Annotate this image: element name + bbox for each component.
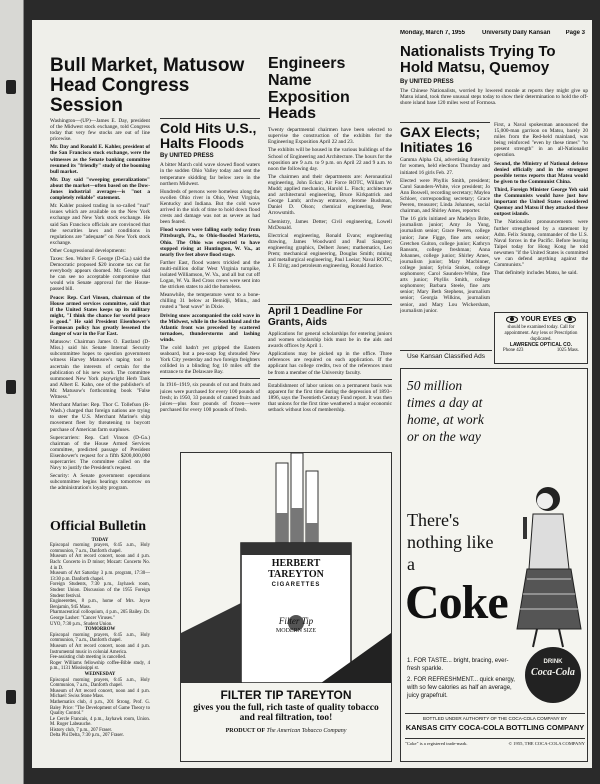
bull-p6: Peace: Rep. Carl Vinson, chairman of the House armed services committee, said that if the United States keeps up its military might, "I think the chance for world peace is good." He said President Eisenhower's Formosan policy has greatly lessened the danger of war in the Far East. <box>50 294 150 338</box>
gax-headline: GAX Elects; Initiates 16 <box>400 122 490 154</box>
bull-p3: Mr. Kahler praised trading in so-called "rual" issues which are available on the New York exchange and New York stock exchange. He said San Francisco officials are convinced that the securities laws and conditions in regulations are "adequate" on New York stock exchange. <box>50 203 150 246</box>
bulletin-item: Le Cercle Francais, 4 p.m., Jayhawk room, Union. M. Roger Labeauche. <box>50 716 150 728</box>
bull-p10: Security: A Senate government operations subcommittee begins hearings tomorrow on the administration's loyalty program. <box>50 473 150 492</box>
coke-logo: Coke <box>405 576 508 629</box>
cold-p8: In 1916–1919, six pounds of cut and fruits and juices were purchased for every 100 pounds of fresh; in 1950, 33 pounds of canned fruits and juices—plus four pounds of frozen—were purchased for every 100 pounds of fresh. <box>160 382 260 413</box>
april-p1: Applications for general scholarships for entering juniors and women scholarship bids must be in the aids and awards offices by April 1. <box>268 331 392 350</box>
coke-copyright: © 1955, THE COCA-COLA COMPANY <box>508 740 585 746</box>
april-p2: Applications may be picked up in the office. Three references are required on each application. If the applicant has college credits, two of the references must be from a member of the University faculty. <box>268 351 392 376</box>
bull-article-col1 <box>50 118 150 518</box>
cold-p5: Meanwhile, the temperature went to a bone-chilling 31 below at Bemidji, Minn., and routed a "heat wave" in Dixie. <box>160 292 260 311</box>
gax-p2: Elected were Phyllis Smith, president; Carol Saunders-White, vice president; Jo Ann Boswell, recording secretary; Maylea Schloer, corresponding secretary; Grace Peeren, treasurer; Linda Johannes, social chairman, and Shirley Ames, reporter. <box>400 177 490 215</box>
cold-p7: The cold hadn't yet gripped the Eastern seaboard, but a pea-soup fog shrouded New York City yesterday and two foreign freighters collided in a blinding fog 10 miles off the entrance to the Delaware Bay. <box>160 345 260 376</box>
binding-hole <box>6 380 16 394</box>
nationalists-p1: The Chinese Nationalists, worried by lowered morale at reports they might give up Matsu island, took three unusual steps today to show their determination to hold the off-shore island base 120 miles west of Formosa. <box>400 87 588 106</box>
nationalists-p5: The Nationalist pronouncements were further strengthened by a statement by Adm. Felix Stump, commander of the U.S. Naval forces in the Pacific. Before leaving Taipei today for Hong Kong he told newsmen "if the United States is committed we can defend anything against the Communists." <box>494 219 588 269</box>
cold-article <box>160 118 260 508</box>
bulletin-today: TODAY <box>91 537 109 543</box>
nationalists-p6: That definitely includes Matsu, he said. <box>494 270 578 277</box>
bull-headline: Bull Market, Matusow Head Congress Session <box>50 56 245 116</box>
official-bulletin <box>50 520 150 760</box>
bull-p4: Other Congressional developments: <box>50 247 126 254</box>
lawrence-optical-ad <box>494 312 588 364</box>
bull-p7: Matusow: Chairman James O. Eastland (D-Miss.) said his Senate Internal Security subcommittee hopes to question government witness Harvey Matusow's taping tool to ascertain the interests of certain for the publication of his new work. The committee summoned New York playwright Herb Tank and Albert E. Kahn, one of the publisher's of Mr. Matusow's forthcoming book "False Witness." <box>50 339 150 401</box>
bull-headline-box <box>50 56 255 116</box>
engineers-p5: Electrical engineering, Ronald Evans; engineering drawing, James Woodward and Paul Sangster; engineering graphics, Delbert Jones; mathematics, Leo Prem; mechanical engineering, Douglas Smith; mining and metallurgical engineering, Paul Loeiar; Naval ROTC, J. F. Elrig; and petroleum engineering, Ronald Justice. <box>268 232 392 270</box>
coca-cola-script: Coca-Cola <box>531 667 575 678</box>
newspaper-page <box>32 20 592 768</box>
bulletin-item: Delta Phi Delta, 7:30 p.m., 207 Fraser. <box>50 733 124 739</box>
cold-p3: Flood waters were falling early today from Pittsburgh, Pa., to Ohio-flooded Marietta, Ohio. The Ohio was expected to have stopped rising at Huntington, W. Va., at nearly five feet above flood stage. <box>160 227 260 258</box>
bulletin-item: Roger Williams fellowship coffee-Bible study, 4 p.m., 1131 Mississippi st. <box>50 660 150 672</box>
binding-hole <box>6 80 16 94</box>
binding-hole <box>6 690 16 704</box>
tareyton-filter: Filter Tip <box>278 616 314 627</box>
coke-ad <box>400 368 588 762</box>
bulletin-item: Engineerettes, 8 p.m., home of Mrs. Joyce Benjamin, 945 Mass. <box>50 599 150 610</box>
bulletin-item: History club, 7 p.m., 207 Fraser. <box>50 727 113 733</box>
engineers-article <box>268 56 392 301</box>
cold-p6: Driving snow accompanied the cold wave in the Midwest, while in the Southland and the Atlantic front was preceded by scattered tornadoes, thunderstorms and lashing winds. <box>160 312 260 343</box>
bulletin-item: Mathematics club, 4 p.m., 201 Strong. Prof. G. Baley Price: "The Development of Game Theory to Quality Control." <box>50 699 150 717</box>
bulletin-item: Museum of Art record concert, noon and 4 p.m. Instrumental music in colonial America. <box>50 643 150 655</box>
april-headline: April 1 Deadline For Grants, Aids <box>268 304 392 328</box>
engineers-headline: Engineers Name Exposition Heads <box>268 56 350 123</box>
coke-bottled: BOTTLED UNDER AUTHORITY OF THE COCA-COLA COMPANY BY <box>422 716 568 721</box>
coke-slogan: There's nothing like a <box>407 510 494 574</box>
april-article <box>268 304 392 454</box>
cold-p2: Hundreds of persons were homeless along the swollen Ohio river in Ohio, West Virginia, Kentucky and Indiana. But the cold wave arrived in the nick of time to hold down flood crests and damage was not as severe as had been feared. <box>160 188 260 226</box>
optical-title: YOUR EYES <box>520 316 562 323</box>
coke-disc <box>525 647 581 703</box>
optical-address: 1025 Mass. <box>556 348 579 354</box>
april-p3: Establishment of labor unions on a permanent basis was apparent for the first time during the depression of 1893–1896, says the Twentieth Century Fund report. It was then that unions for the first time weathered a major economic setback without loss of membership. <box>268 382 392 414</box>
bull-p9: Supercarriers: Rep. Carl Vinson (D-Ga.) chairman of the House Armed Services committee, predicted passage of President Eisenhower's request for a fifth $200,000,000 supercarrier. The committee called on the Navy to justify the President's request. <box>50 434 150 472</box>
nationalists-p4: Third, Foreign Minister George Yeh said the Communists would have just how important the United States considered Quemoy and Matsu if they attacked these outpost islands. <box>494 186 588 218</box>
cold-byline: By UNITED PRESS <box>160 153 214 160</box>
bulletin-item: Pharmaceutical colloquium, 4 p.m., 205 Bailey. Dr. George Lasher: "Cancer Viruses." <box>50 610 150 621</box>
bull-lead: Washington—(UP)—James E. Day, president of the Midwest stock exchange, told Congress today that very few stocks are out of line pricewise. <box>50 118 150 143</box>
bulletin-item: Museum of Art record concert, noon and 4 p.m. Michael: Swiss Stone Mass. <box>50 688 150 700</box>
engineers-p3: The chairmen and their departments are: Aeronautical engineering, John Eckar; Air Force ROTC, William W. Mudd; applied mechanics, Harold L. Finch; architecture and architectural engineering, Bruce Kirkpatrick and George Lamb; archway entrance, Jerome Bushman, Daniel D. Olson; chemical engineering, Peter Arrowsmith. <box>268 173 392 217</box>
tareyton-modern: MODERN SIZE <box>275 628 317 635</box>
coke-benefit-1: 1. FOR TASTE... bright, bracing, ever-fresh sparkle. <box>407 658 509 672</box>
gax-p3: The 16 girls initiated are Madelyn Brite, journalism junior; Amy Jo Yung, journalism senior; Grace Peeren, college junior; Jane Figge, fine arts senior; Gretchen Guiton, college junior; Kathryn Ransom, college freshman; Anna Johannes, college junior; Shirley Ames, journalism junior; Mary Macbinner, college junior; Sylvia Stokes, college sophomore; Carol Saunders-White, fine arts junior; Phyllis Smith, college sophomore; Barbara Steele, fine arts senior; Mary Beth Stephens, journalism senior; Georgia Wilkins, journalism senior, and Mary Lou Wickersham, journalism junior. <box>400 216 490 314</box>
adjacent-page-edge <box>0 0 24 784</box>
optical-text: should be examined today. Call for appointment. Any lens or Prescription duplicated. <box>504 325 578 342</box>
header-date: Monday, March 7, 1955 <box>400 30 465 36</box>
bulletin-item: UYO, 7:30 p.m., Student Union. <box>50 621 113 627</box>
eye-icon <box>506 316 518 323</box>
bulletin-item: Museum of Art record concert, noon and 4 p.m. Bach: Concerto in D minor; Mozart: Concerto No. 4 in D. <box>50 554 150 571</box>
bull-p2: Mr. Day said "sweeping generalizations" about the market—often based on the Dow-Jones industrial averages—is "not a completely reliable" statement. <box>50 176 150 202</box>
header-paper: University Daily Kansan <box>482 30 551 36</box>
tareyton-brand: HERBERT TAREYTON <box>268 558 324 580</box>
coke-lead: 50 million times a day at home, at work or on the way <box>407 378 484 444</box>
tareyton-sub: CIGARETTES <box>271 582 321 588</box>
tareyton-tagline: FILTER TIP TAREYTON <box>220 688 352 702</box>
cold-headline: Cold Hits U.S., Halts Floods <box>160 118 260 150</box>
tareyton-maker: The American Tobacco Company <box>266 727 347 734</box>
bulletin-title: Official Bulletin <box>50 520 147 534</box>
page-header <box>400 30 585 40</box>
gax-p1: Gamma Alpha Chi, advertising fraternity for women, held elections Thursday and initiated 16 girls Feb. 27. <box>400 157 490 176</box>
header-page: Page 3 <box>565 30 585 36</box>
optical-name: LAWRENCE OPTICAL CO. <box>509 342 573 349</box>
nationalists-p3: Second, the Ministry of National defense denied officially and in the strongest possible terms reports that Matsu would be given to the Communist China. <box>494 160 588 185</box>
engineers-p1: Twenty departmental chairmen have been selected to supervise the construction of the exhibits for the Engineering Exposition April 22 and 23. <box>268 127 392 146</box>
coke-drink: DRINK <box>543 659 563 665</box>
bull-p8: Merchant Marine: Rep. Thor C. Tollefson (R-Wash.) charged that foreign nations are trying to steer the U.S. Merchant Marine's ship movement fleet by threatening to boycott purchase of American farm surpluses. <box>50 402 150 433</box>
bulletin-item: Episcopal morning prayers, 6:45 a.m., Holy communion, 7 a.m., Danforth chapel. <box>50 543 150 554</box>
tareyton-product-label: PRODUCT OF <box>225 727 266 734</box>
tareyton-ad <box>180 452 392 762</box>
cold-p1: A bitter March cold wave slowed flood waters in the sodden Ohio Valley today and sent the temperature skidding far below zero in the northern Midwest. <box>160 162 260 187</box>
bull-p1: Mr. Day and Ronald E. Kahler, president of the San Francisco stock exchange, were the witnesses as the Senate banking committee resumed its "friendly" study of the booming bull market. <box>50 144 150 175</box>
cold-p4: Farther East, flood waters trickled and the multi-million dollar West Virginia turnpike, isolated Williamson, W. Va., and all but cut off Logan, W. Va. Red Cross crews were sent into the stricken states to aid the homeless. <box>160 259 260 291</box>
coke-bottler: KANSAS CITY COCA-COLA BOTTLING COMPANY <box>405 723 585 732</box>
engineers-p4: Chemistry, James Detter; Civil engineering, Lowell McDonald. <box>268 218 392 231</box>
bulletin-tomorrow: TOMORROW <box>84 627 116 633</box>
nationalists-col2 <box>494 122 588 337</box>
classified-line: Use Kansan Classified Ads <box>400 350 492 360</box>
bulletin-item: Museum of Art Saturday 3 p.m. program, 17:30—13:30 p.m. Danforth chapel. <box>50 571 150 582</box>
coke-benefit-2: 2. FOR REFRESHMENT... quick energy, with so few calories as half an average, juicy grapefruit. <box>407 677 515 699</box>
classified-box <box>400 350 492 364</box>
bulletin-item: Foreign Students, 7:30 p.m., Jayhawk room, Student Union. Discussion of the 1955 Foreign Student festival. <box>50 582 150 599</box>
optical-phone: Phone 423 <box>503 348 524 354</box>
tareyton-copy: gives you the full, rich taste of quality tobacco and real filtration, too! <box>193 702 379 723</box>
nationalists-byline: By UNITED PRESS <box>400 78 454 85</box>
gax-article <box>400 122 490 350</box>
nationalists-p2: First, a Naval spokesman announced the 15,000-man garrison on Matsu, barely 20 miles from the Red-held mainland, was being reinforced "even by these times" "to present strength" in an all-Nationalist operation. <box>494 122 588 159</box>
bull-p5: Taxes: Sen. Walter F. George (D-Ga.) said the Democratic proposed $20 income tax cut for everybody appears doomed. Mr. George said he can see no acceptable compromise that would win Senate approval for the House-passed bill. <box>50 255 150 293</box>
bulletin-item: Episcopal morning prayers, 6:45 a.m., Holy Communion, 7 a.m., Danforth chapel. <box>50 677 150 689</box>
eye-icon <box>564 316 576 323</box>
woman-illustration <box>503 479 583 649</box>
bulletin-item: Episcopal morning prayers, 6:45 a.m., Holy communion, 7 a.m., Danforth chapel. <box>50 632 150 644</box>
engineers-p2: The exhibits will be housed in the various buildings of the School of Engineering and Architecture. The hours for the exposition are 9 a.m. to 9 p.m. on April 22 and 9 a.m. to noon the following day. <box>268 147 392 172</box>
bulletin-item: Fee-assisting club meeting is cancelled. <box>50 655 127 661</box>
bulletin-wednesday: WEDNESDAY <box>84 671 116 677</box>
nationalists-headline: Nationalists Trying To Hold Matsu, Quemoy <box>400 44 556 76</box>
coke-trademark: "Coke" is a registered trade-mark. <box>405 740 468 746</box>
